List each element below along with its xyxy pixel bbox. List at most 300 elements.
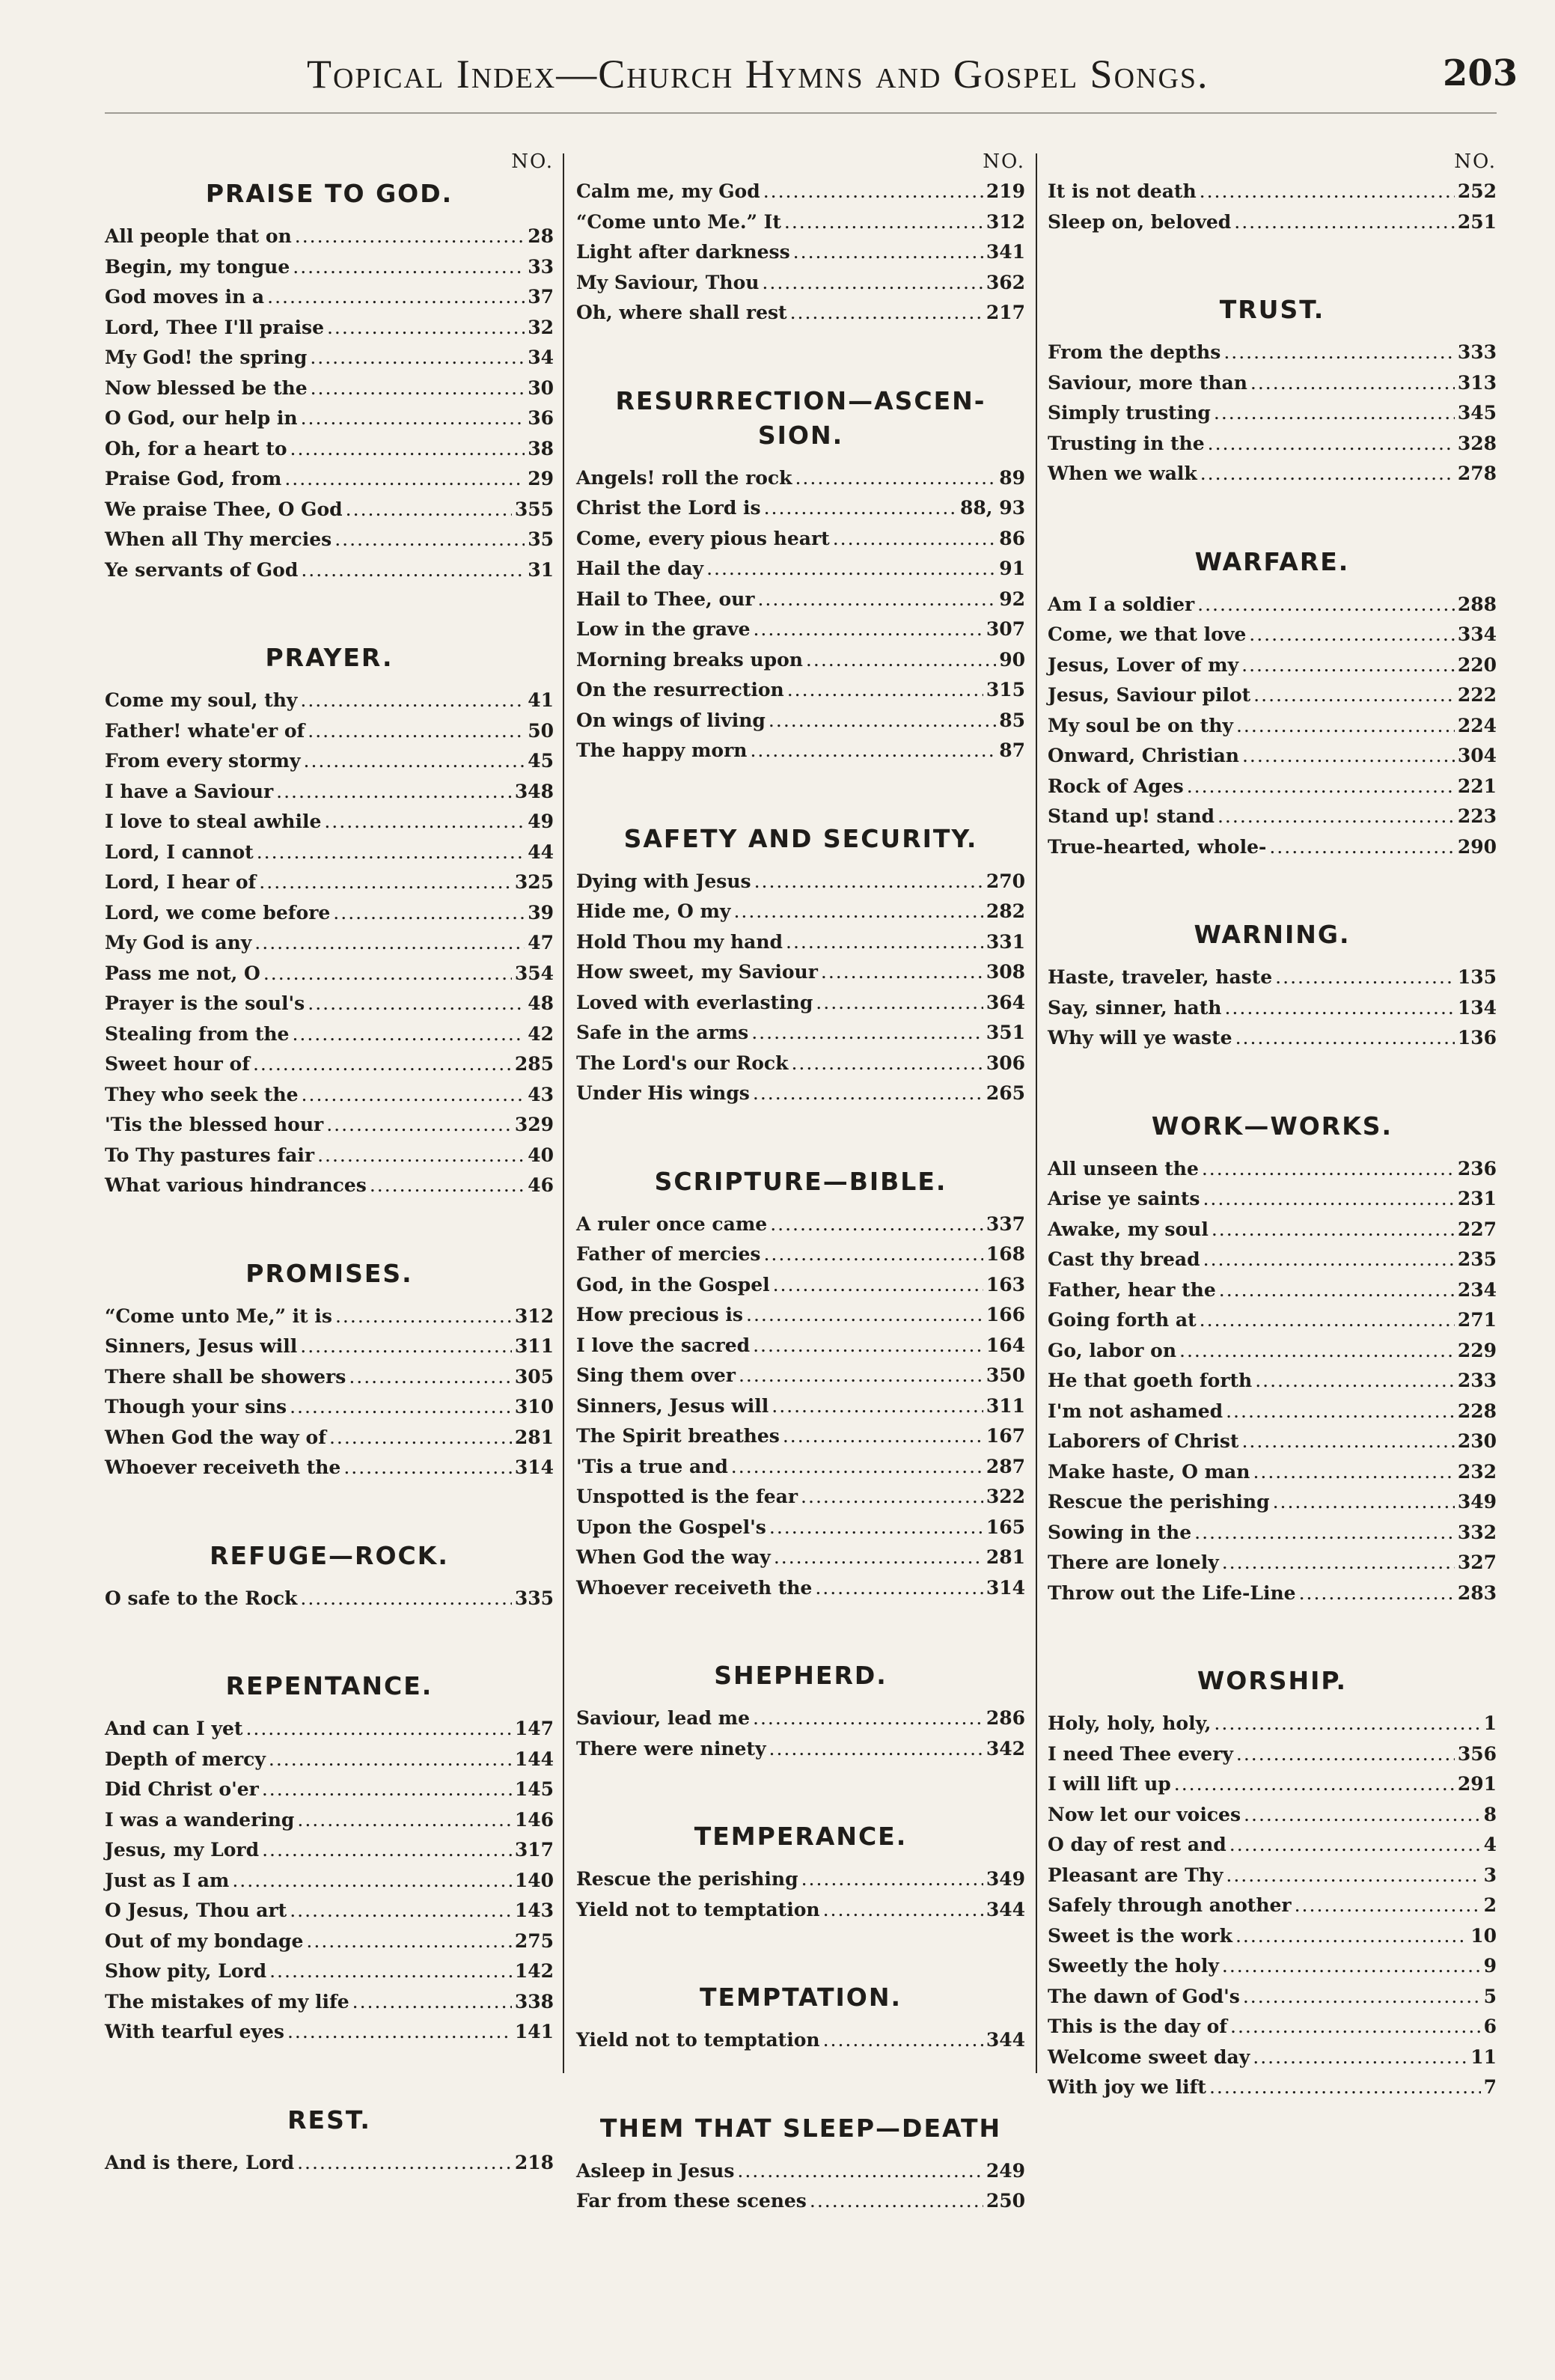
hymn-title: Asleep in Jesus xyxy=(576,2159,735,2182)
hymn-number: 89 xyxy=(999,466,1025,489)
hymn-title: The Spirit breathes xyxy=(576,1425,780,1447)
index-entry xyxy=(576,2025,1025,2056)
hymn-number: 41 xyxy=(528,689,554,711)
dot-leader xyxy=(1226,1861,1480,1891)
hymn-number: 312 xyxy=(986,210,1025,233)
hymn-number: 311 xyxy=(986,1394,1025,1417)
index-entry xyxy=(1048,741,1497,772)
hymn-number: 28 xyxy=(528,225,554,247)
dot-leader xyxy=(311,373,525,404)
index-entry xyxy=(105,1835,554,1866)
dot-leader xyxy=(1241,1427,1454,1457)
index-entry xyxy=(1048,650,1497,681)
section-refuge-rock xyxy=(105,1539,554,1614)
dot-leader xyxy=(769,1513,983,1543)
hymn-title: When all Thy mercies xyxy=(105,528,332,550)
index-entry xyxy=(1048,772,1497,802)
index-entry xyxy=(1048,1184,1497,1215)
section-spacer xyxy=(576,1764,1025,1819)
section-heading: WARNING. xyxy=(1194,920,1351,949)
hymn-title: Unspotted is the fear xyxy=(576,1486,798,1507)
dot-leader xyxy=(1179,1336,1455,1367)
hymn-title: When God the way of xyxy=(105,1426,326,1448)
hymn-number: 314 xyxy=(514,1456,554,1478)
index-entry xyxy=(576,1239,1025,1270)
number-column-label: NO. xyxy=(1454,150,1497,173)
hymn-number: 345 xyxy=(1457,402,1497,424)
dot-leader xyxy=(317,1141,525,1171)
hymn-number: 145 xyxy=(514,1778,554,1800)
hymn-number: 6 xyxy=(1483,2016,1497,2037)
section-spacer xyxy=(105,585,554,641)
hymn-title: Though your sins xyxy=(105,1396,287,1418)
dot-leader xyxy=(1212,1215,1455,1245)
hymn-title: Lord, I hear of xyxy=(105,871,257,893)
hymn-number: 91 xyxy=(999,558,1025,579)
hymn-number: 86 xyxy=(999,527,1025,549)
running-title: Topical Index—Church Hymns and Gospel Songs. xyxy=(307,52,1209,97)
hymn-title: With joy we lift xyxy=(1048,2076,1206,2098)
hymn-number: 251 xyxy=(1457,210,1497,233)
index-entry xyxy=(105,1956,554,1987)
dot-leader xyxy=(1241,650,1455,681)
hymn-number: 88, 93 xyxy=(960,497,1025,519)
dot-leader xyxy=(245,1714,511,1745)
hymn-number: 2 xyxy=(1483,1894,1497,1916)
hymn-number: 364 xyxy=(986,991,1025,1013)
dot-leader xyxy=(290,1896,512,1926)
hymn-number: 10 xyxy=(1470,1924,1497,1947)
hymn-number: 218 xyxy=(514,2151,554,2173)
dot-leader xyxy=(300,1331,512,1362)
hymn-number: 287 xyxy=(986,1455,1025,1477)
hymn-number: 282 xyxy=(986,900,1025,922)
index-entry xyxy=(105,1141,554,1171)
hymn-number: 351 xyxy=(986,1022,1025,1043)
hymn-number: 281 xyxy=(986,1546,1025,1568)
dot-leader xyxy=(259,867,512,898)
hymn-number: 217 xyxy=(986,302,1025,323)
dot-leader xyxy=(290,1392,512,1423)
dot-leader xyxy=(753,1331,983,1361)
hymn-title: I was a wandering xyxy=(105,1808,295,1831)
hymn-title: Light after darkness xyxy=(576,241,790,263)
index-entry xyxy=(576,867,1025,897)
hymn-title: On the resurrection xyxy=(576,679,784,701)
number-column-label: NO. xyxy=(983,150,1025,173)
hymn-title: I'm not ashamed xyxy=(1048,1400,1223,1422)
hymn-number: 355 xyxy=(514,498,554,520)
index-entry xyxy=(105,313,554,344)
dot-leader xyxy=(327,313,525,344)
section-spacer xyxy=(1048,1608,1497,1664)
dot-leader xyxy=(335,1302,512,1332)
hymn-number: 7 xyxy=(1483,2076,1497,2098)
hymn-number: 235 xyxy=(1457,1248,1497,1270)
dot-leader xyxy=(352,1987,512,2018)
hymn-title: Now let our voices xyxy=(1048,1803,1241,1825)
hymn-number: 322 xyxy=(986,1486,1025,1507)
hymn-title: Jesus, Saviour pilot xyxy=(1048,684,1251,706)
hymn-title: A ruler once came xyxy=(576,1212,768,1235)
hymn-number: 146 xyxy=(514,1808,554,1831)
hymn-number: 327 xyxy=(1457,1551,1497,1573)
hymn-number: 310 xyxy=(514,1396,554,1418)
hymn-title: Low in the grave xyxy=(576,618,751,640)
index-column-3 xyxy=(1048,147,1497,2103)
hymn-number: 308 xyxy=(986,961,1025,983)
hymn-number: 344 xyxy=(986,2029,1025,2051)
hymn-number: 221 xyxy=(1457,775,1497,797)
dot-leader xyxy=(772,1391,983,1422)
dot-leader xyxy=(333,898,525,929)
hymn-title: Welcome sweet day xyxy=(1048,2045,1250,2068)
hymn-number: 286 xyxy=(986,1707,1025,1729)
section-trust xyxy=(1048,293,1497,489)
index-entry xyxy=(105,1110,554,1141)
index-entry xyxy=(1048,1336,1497,1367)
index-entry xyxy=(105,525,554,555)
index-entry xyxy=(105,464,554,495)
hymn-number: 329 xyxy=(514,1114,554,1135)
dot-leader xyxy=(262,1775,512,1805)
dot-leader xyxy=(297,2148,512,2179)
hymn-number: 328 xyxy=(1457,432,1497,454)
hymn-title: When God the way xyxy=(576,1546,771,1568)
dot-leader xyxy=(1222,1951,1481,1982)
hymn-title: Sowing in the xyxy=(1048,1521,1192,1543)
index-entry xyxy=(1048,1154,1497,1185)
index-entry xyxy=(1048,802,1497,832)
hymn-number: 249 xyxy=(986,2159,1025,2182)
index-entry xyxy=(105,1019,554,1050)
dot-leader xyxy=(806,645,996,676)
hymn-number: 32 xyxy=(528,316,554,338)
hymn-title: Safely through another xyxy=(1048,1894,1292,1916)
index-entry xyxy=(105,777,554,808)
index-entry xyxy=(1048,1457,1497,1488)
hymn-number: 90 xyxy=(999,648,1025,671)
hymn-number: 362 xyxy=(986,271,1025,293)
hymn-title: Am I a soldier xyxy=(1048,593,1195,615)
hymn-title: There were ninety xyxy=(576,1737,766,1760)
hymn-number: 224 xyxy=(1457,714,1497,736)
dot-leader xyxy=(292,1019,525,1050)
index-entry xyxy=(1048,1397,1497,1427)
hymn-number: 252 xyxy=(1457,180,1497,202)
hymn-number: 141 xyxy=(514,2021,554,2042)
hymn-title: How sweet, my Saviour xyxy=(576,961,818,983)
hymn-title: God, in the Gospel xyxy=(576,1273,770,1296)
hymn-title: My God is any xyxy=(105,932,252,953)
section-work-works xyxy=(1048,1109,1497,1609)
hymn-title: Onward, Christian xyxy=(1048,745,1239,766)
dot-leader xyxy=(787,675,983,706)
dot-leader xyxy=(1219,1275,1455,1306)
hymn-number: 3 xyxy=(1483,1864,1497,1886)
hymn-title: Make haste, O man xyxy=(1048,1460,1250,1483)
dot-leader xyxy=(290,434,525,465)
index-entry xyxy=(1048,368,1497,399)
index-entry xyxy=(105,343,554,373)
hymn-title: There are lonely xyxy=(1048,1551,1219,1573)
hymn-number: 42 xyxy=(528,1022,554,1045)
hymn-title: 'Tis the blessed hour xyxy=(105,1114,324,1135)
hymn-number: 325 xyxy=(514,871,554,893)
dot-leader xyxy=(1236,711,1455,742)
index-entry xyxy=(576,927,1025,958)
dot-leader xyxy=(763,1239,983,1270)
index-entry xyxy=(1048,1891,1497,1921)
index-entry xyxy=(105,1302,554,1332)
dot-leader xyxy=(257,837,525,868)
dot-leader xyxy=(1222,1548,1455,1578)
index-entry xyxy=(1048,2012,1497,2042)
index-entry xyxy=(576,1049,1025,1079)
index-entry xyxy=(576,1421,1025,1452)
section-safety-and-security xyxy=(576,822,1025,1109)
hymn-title: Lord, I cannot xyxy=(105,840,254,863)
hymn-number: 31 xyxy=(528,558,554,581)
dot-leader xyxy=(1229,1830,1481,1861)
index-entry xyxy=(1048,1739,1497,1770)
index-entry xyxy=(1048,459,1497,489)
index-entry xyxy=(105,1584,554,1614)
dot-leader xyxy=(329,1423,512,1453)
hymn-title: God moves in a xyxy=(105,286,265,308)
index-entry xyxy=(576,298,1025,329)
hymn-title: And can I yet xyxy=(105,1718,243,1739)
hymn-title: Sweet hour of xyxy=(105,1053,250,1075)
hymn-title: Hail to Thee, our xyxy=(576,588,755,610)
hymn-title: On wings of living xyxy=(576,709,766,731)
section-spacer xyxy=(576,766,1025,822)
dot-leader xyxy=(833,524,997,555)
number-column-label: NO. xyxy=(511,150,554,173)
hymn-title: Trusting in the xyxy=(1048,432,1205,454)
index-entry xyxy=(1048,338,1497,368)
hymn-number: 231 xyxy=(1457,1188,1497,1209)
hymn-number: 46 xyxy=(528,1174,554,1196)
dot-leader xyxy=(302,1080,525,1111)
hymn-title: Awake, my soul xyxy=(1048,1218,1209,1240)
dot-leader xyxy=(334,525,525,555)
dot-leader xyxy=(791,1049,983,1079)
dot-leader xyxy=(1194,1518,1455,1548)
hymn-title: Father! whate'er of xyxy=(105,719,305,742)
dot-leader xyxy=(753,1078,983,1109)
hymn-number: 87 xyxy=(999,739,1025,761)
hymn-title: The dawn of God's xyxy=(1048,1985,1240,2007)
index-entry xyxy=(576,463,1025,494)
hymn-number: 140 xyxy=(514,1869,554,1891)
hymn-title: Going forth at xyxy=(1048,1309,1197,1331)
section-heading: RESURRECTION—ASCEN- SION. xyxy=(615,385,986,450)
index-entry xyxy=(576,614,1025,645)
dot-leader xyxy=(1214,398,1455,429)
section-spacer xyxy=(1048,862,1497,918)
hymn-title: Holy, holy, holy, xyxy=(1048,1712,1212,1734)
index-entry xyxy=(1048,177,1497,207)
hymn-number: 11 xyxy=(1470,2045,1497,2068)
index-entry xyxy=(1048,620,1497,650)
hymn-title: Why will ye waste xyxy=(1048,1027,1232,1049)
index-entry xyxy=(576,268,1025,299)
section-spacer xyxy=(105,1614,554,1669)
hymn-number: 30 xyxy=(528,376,554,399)
hymn-number: 307 xyxy=(986,618,1025,640)
hymn-number: 168 xyxy=(986,1243,1025,1265)
dot-leader xyxy=(816,988,983,1019)
index-entry xyxy=(1048,1951,1497,1982)
hymn-number: 219 xyxy=(986,180,1025,202)
dot-leader xyxy=(823,2025,983,2056)
dot-leader xyxy=(764,493,957,524)
dot-leader xyxy=(254,928,525,959)
hymn-number: 306 xyxy=(986,1052,1025,1074)
hymn-number: 220 xyxy=(1457,653,1497,676)
index-entry xyxy=(1048,1861,1497,1891)
hymn-title: Stealing from the xyxy=(105,1022,290,1045)
header-rule xyxy=(105,112,1497,114)
hymn-number: 342 xyxy=(986,1737,1025,1760)
index-entry xyxy=(105,928,554,959)
section-warning xyxy=(1048,918,1497,1054)
dot-leader xyxy=(1187,772,1455,802)
index-entry xyxy=(105,252,554,283)
hymn-title: The mistakes of my life xyxy=(105,1990,349,2013)
dot-leader xyxy=(769,706,996,736)
index-entry xyxy=(1048,1305,1497,1336)
hymn-number: 337 xyxy=(986,1212,1025,1235)
hymn-title: Pleasant are Thy xyxy=(1048,1864,1223,1886)
dot-leader xyxy=(706,554,996,585)
index-entry xyxy=(1048,1709,1497,1739)
hymn-number: 37 xyxy=(528,286,554,308)
index-entry xyxy=(105,1805,554,1836)
hymn-number: 134 xyxy=(1457,996,1497,1019)
hymn-title: “Come unto Me,” it is xyxy=(105,1305,332,1327)
dot-leader xyxy=(310,343,525,373)
hymn-number: 1 xyxy=(1483,1712,1497,1734)
hymn-title: Oh, for a heart to xyxy=(105,437,287,460)
section-spacer xyxy=(1048,237,1497,293)
hymn-number: 92 xyxy=(999,588,1025,610)
hymn-title: My God! the spring xyxy=(105,347,308,368)
index-entry xyxy=(576,1270,1025,1301)
index-entry xyxy=(105,989,554,1019)
index-entry xyxy=(576,1513,1025,1543)
dot-leader xyxy=(1208,429,1455,460)
hymn-number: 334 xyxy=(1457,623,1497,645)
hymn-title: Upon the Gospel's xyxy=(576,1516,766,1538)
hymn-number: 305 xyxy=(514,1365,554,1388)
dot-leader xyxy=(790,298,983,329)
section-heading: WARFARE. xyxy=(1194,546,1350,576)
hymn-number: 163 xyxy=(986,1273,1025,1296)
hymn-title: Sweet is the work xyxy=(1048,1924,1232,1947)
hymn-title: I love to steal awhile xyxy=(105,811,322,832)
index-entry xyxy=(1048,590,1497,620)
index-entry xyxy=(1048,2042,1497,2073)
dot-leader xyxy=(1200,1305,1455,1336)
dot-leader xyxy=(754,867,983,897)
dot-leader xyxy=(1214,1709,1480,1739)
index-entry xyxy=(105,1171,554,1201)
hymn-title: Rock of Ages xyxy=(1048,775,1184,797)
hymn-number: 34 xyxy=(528,347,554,368)
hymn-title: Show pity, Lord xyxy=(105,1960,267,1982)
index-entry xyxy=(576,1391,1025,1422)
hymn-title: I need Thee every xyxy=(1048,1742,1233,1765)
index-entry xyxy=(105,373,554,404)
index-entry xyxy=(105,1866,554,1897)
dot-leader xyxy=(1235,1921,1467,1952)
section-worship xyxy=(1048,1664,1497,2103)
dot-leader xyxy=(1223,338,1455,368)
index-entry xyxy=(576,1209,1025,1240)
hymn-title: “Come unto Me.” It xyxy=(576,210,781,233)
dot-leader xyxy=(753,1703,983,1734)
hymn-number: 233 xyxy=(1457,1370,1497,1391)
dot-leader xyxy=(773,1270,983,1301)
column-divider xyxy=(1036,153,1037,2073)
dot-leader xyxy=(731,1452,983,1483)
hymn-number: 5 xyxy=(1483,1985,1497,2007)
hymn-number: 265 xyxy=(986,1082,1025,1104)
index-entry xyxy=(1048,1215,1497,1245)
index-entry xyxy=(1048,1427,1497,1457)
hymn-title: Hold Thou my hand xyxy=(576,930,783,953)
hymn-number: 43 xyxy=(528,1083,554,1105)
hymn-number: 312 xyxy=(514,1305,554,1327)
dot-leader xyxy=(1224,993,1454,1024)
index-entry xyxy=(576,1573,1025,1604)
index-entry xyxy=(1048,962,1497,993)
dot-leader xyxy=(733,897,983,927)
index-entry xyxy=(576,1452,1025,1483)
hymn-number: 147 xyxy=(514,1718,554,1739)
hymn-number: 136 xyxy=(1457,1027,1497,1049)
dot-leader xyxy=(1235,1023,1455,1054)
dot-leader xyxy=(753,614,983,645)
index-entry xyxy=(105,434,554,465)
hymn-title: My Saviour, Thou xyxy=(576,271,760,293)
index-entry xyxy=(1048,429,1497,460)
section-heading: PROMISES. xyxy=(245,1258,413,1288)
dot-leader xyxy=(263,959,512,989)
dot-leader xyxy=(821,957,983,988)
index-entry xyxy=(105,403,554,434)
dot-leader xyxy=(287,2017,512,2048)
index-entry xyxy=(576,897,1025,927)
section-spacer xyxy=(576,1603,1025,1659)
dot-leader xyxy=(746,1300,983,1331)
hymn-title: Jesus, Lover of my xyxy=(1048,653,1239,676)
dot-leader xyxy=(276,777,512,808)
index-entry xyxy=(576,1300,1025,1331)
hymn-title: Rescue the perishing xyxy=(576,1868,798,1890)
hymn-number: 332 xyxy=(1457,1521,1497,1543)
hymn-title: I have a Saviour xyxy=(105,780,274,802)
hymn-number: 313 xyxy=(1457,371,1497,394)
hymn-title: Far from these scenes xyxy=(576,2190,807,2212)
index-entry xyxy=(1048,1366,1497,1397)
hymn-number: 236 xyxy=(1457,1157,1497,1180)
dot-leader xyxy=(295,222,525,252)
hymn-number: 338 xyxy=(514,1990,554,2013)
dot-leader xyxy=(346,495,512,525)
